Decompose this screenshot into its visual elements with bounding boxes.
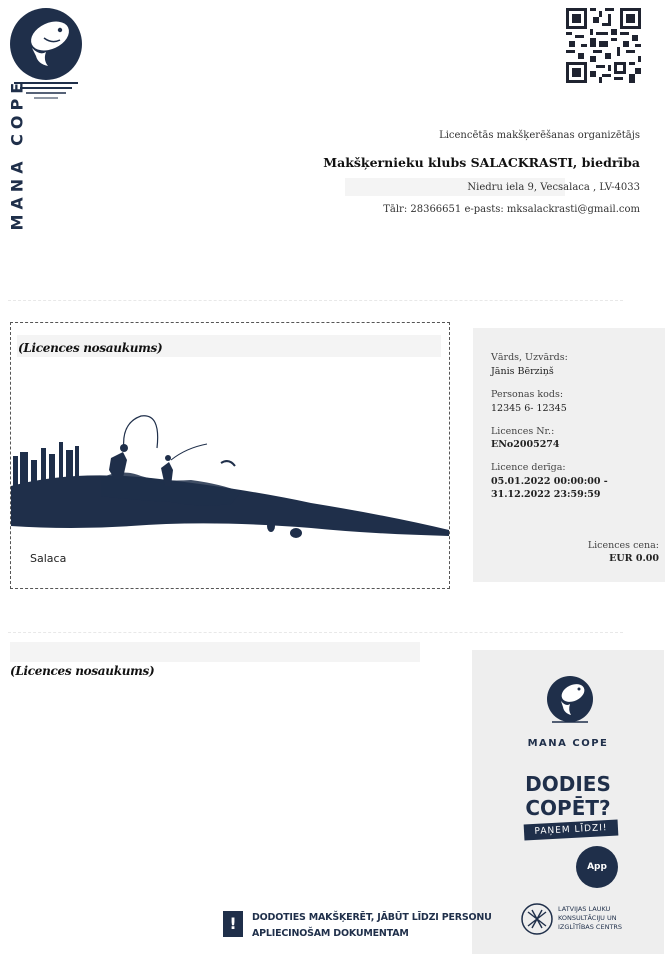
license-title: (Licences nosaukums) xyxy=(18,341,163,355)
code-label: Personas kods: xyxy=(491,389,564,400)
qr-code-icon xyxy=(566,8,641,83)
promo-brand: MANA COPE xyxy=(527,738,609,749)
title-band xyxy=(10,642,420,662)
license-title-2: (Licences nosaukums) xyxy=(10,664,155,678)
warning-line-1: DODOTIES MAKŠĶERĒT, JĀBŪT LĪDZI PERSONU xyxy=(252,912,492,923)
license-info-panel xyxy=(473,328,665,582)
warning-icon: ! xyxy=(223,911,243,937)
partner-line-2: KONSULTĀCIJU UN xyxy=(558,914,617,922)
fish-logo-icon xyxy=(10,8,82,80)
promo-headline-1: DODIES xyxy=(525,772,611,796)
organizer-label: Licencētās makšķerēšanas organizētājs xyxy=(439,130,640,141)
vertical-brand-name: MANA COPE xyxy=(7,77,27,231)
fish-logo-icon xyxy=(546,675,594,725)
warning-line-2: APLIECINOŠAM DOKUMENTAM xyxy=(252,928,409,939)
valid-from: 05.01.2022 00:00:00 - xyxy=(491,476,608,487)
partner-line-1: LATVIJAS LAUKU xyxy=(558,905,611,913)
organizer-address: Niedru iela 9, Vecsalaca , LV-4033 xyxy=(467,182,640,193)
promo-headline-2: COPĒT? xyxy=(525,796,611,820)
organizer-name: Makšķernieku klubs SALACKRASTI, biedrība xyxy=(323,155,640,170)
divider xyxy=(8,632,623,633)
app-badge: App xyxy=(576,846,618,888)
fishing-scene-illustration xyxy=(11,408,449,543)
number-value: ENo2005274 xyxy=(491,439,560,450)
name-label: Vārds, Uzvārds: xyxy=(491,352,568,363)
name-value: Jānis Bērziņš xyxy=(491,366,554,377)
partner-logo-icon xyxy=(520,902,554,936)
number-label: Licences Nr.: xyxy=(491,426,555,437)
code-value: 12345 6- 12345 xyxy=(491,403,567,414)
promo-panel xyxy=(472,650,664,954)
license-card xyxy=(10,322,450,589)
valid-label: Licence derīga: xyxy=(491,462,566,473)
price-label: Licences cena: xyxy=(587,540,659,551)
partner-name xyxy=(558,905,622,932)
organizer-contact: Tālr: 28366651 e-pasts: mksalackrasti@gmail.com xyxy=(383,204,640,215)
partner-line-3: IZGLĪTĪBAS CENTRS xyxy=(558,923,623,931)
license-place: Salaca xyxy=(30,552,67,565)
valid-to: 31.12.2022 23:59:59 xyxy=(491,489,601,500)
brand-logo xyxy=(10,8,82,80)
price-value: EUR 0.00 xyxy=(609,553,659,564)
promo-tagline: PAŅEM LĪDZI! xyxy=(524,820,619,841)
warning-text xyxy=(252,910,492,942)
divider xyxy=(8,300,623,301)
